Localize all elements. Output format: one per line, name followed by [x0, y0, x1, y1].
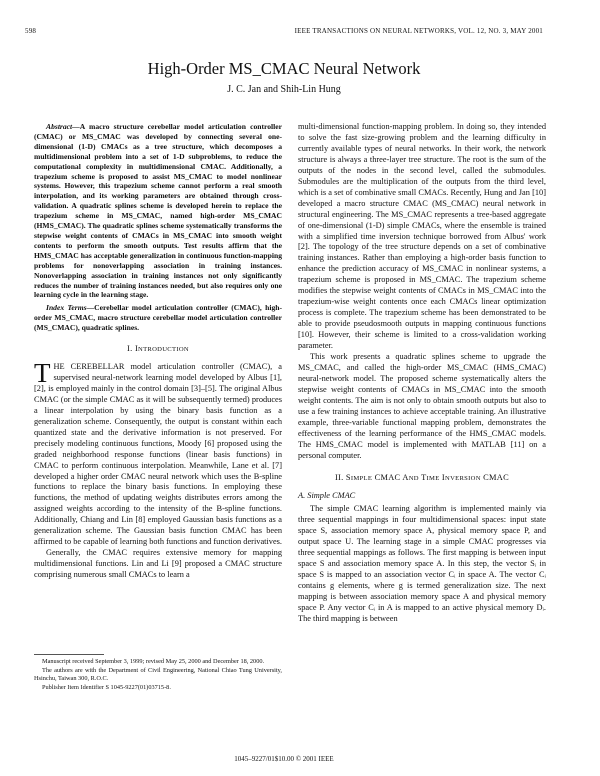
footnote-pii: Publisher Item Identifier S 1045-9227(01)03715-8.: [42, 683, 171, 691]
left-column: [34, 122, 282, 650]
paper-authors: J. C. Jan and Shih-Lin Hung: [227, 84, 341, 95]
intro-paragraph-2: Generally, the CMAC requires extensive memory for mapping multidimensional functions. Lin and Li [9] proposed a CMAC structure comprising numerous small CMACs to learn a: [34, 548, 282, 580]
simple-cmac-paragraph: The simple CMAC learning algorithm is implemented mainly via three sequential mappings in four multidimensional spaces: input state space S, association memory space A, physical memory space P, and output space U. The learning stage in a simple CMAC progresses via three sequential mappings as follows. The first mapping is between input space S and association memory space A. In this step, the vector Sᵢ in space S is mapped to an association vector Cᵢ in space A. The vector Cᵢ contains g elements, where g is termed generalization size. The next mapping is between association memory space A and physical memory space P. Any vector Cᵢ in A is mapped to an active physical memory Dᵢ. The third mapping is between: [298, 504, 546, 623]
footnotes: [34, 654, 282, 692]
paper-title: High-Order MS_CMAC Neural Network: [147, 59, 421, 78]
abstract-text: A macro structure cerebellar model articulation controller (CMAC) or MS_CMAC was developed by connecting several one-dimensional (1-D) CMACs as a tree structure, which decomposes a multidimensional problem into a set of 1-D subproblems, to reduce the computational complexity in multidimensional CMAC. Additionally, a trapezium scheme is proposed to assist MS_CMAC to model nonlinear systems. However, this trapezium scheme cannot perform a real smooth interpolation, and its working parameters are obtained through cross-validation. A quadratic splines scheme is developed herein to replace the trapezium scheme in MS_CMAC, named high-order MS_CMAC (HMS_CMAC). The quadratic splines scheme systematically transforms the stepwise weight contents of CMACs in MS_CMAC into smooth weight contents to perform the smooth outputs. Test results affirm that the HMS_CMAC has acceptable generalization in continuous function-mapping problems for nonoverlapping association in training instances. Nonoverlapping association in training instances not only significantly reduces the number of training instances needed, but also requires only one learning cycle in the learning stage.: [34, 122, 282, 300]
index-terms-label: Index Terms—: [46, 303, 95, 313]
intro-paragraph-1: THE CEREBELLAR model articulation controller (CMAC), a supervised neural-network learning model developed by Albus [1], [2], is employed mainly in the control domain [3]–[5]. The original Albus CMAC (or the simple CMAC as it will be subsequently termed) produces a linear interpolation by using the binary basis function as a generalization scheme. Consequently, the output is constant within each quantized state and the derivative information is not preserved. For precisely modeling continuous functions, Moody [6] proposed using the graded neighborhood response functions (linear basis functions) in CMAC to perform continuous interpolation. Meanwhile, Lane et al. [7] developed a higher order CMAC neural network which uses the B-spline functions to replace the binary basis functions. In employing these functions, the method of updating weights distributes errors among the assigned weights according to the intensity of the B-spline functions. Additionally, Chiang and Lin [8] employed Gaussian basis functions as a generalization scheme. The Gaussian basis function CMAC has been affirmed to be capable of learning both functions and function derivatives.: [34, 357, 282, 547]
abstract-label: Abstract—: [46, 122, 80, 131]
section-heading-simple-cmac: II. SIMPLE CMAC AND TIME INVERSION CMAC: [334, 472, 510, 482]
index-terms-text: Cerebellar model articulation controller (CMAC), high-order MS_CMAC, macro structure cerebellar model articulation controller (MS_CMAC), quadratic splines.: [34, 303, 282, 333]
footnote-received: Manuscript received September 3, 1999; revised May 25, 2000 and December 18, 2000.: [42, 658, 265, 665]
footnote-rule: [34, 654, 104, 655]
drop-cap: T: [34, 357, 51, 388]
copyright-footer: 1045–9227/01$10.00 © 2001 IEEE: [234, 755, 334, 763]
right-column: [298, 122, 546, 742]
page-number: 598: [25, 27, 37, 35]
abstract: [34, 122, 282, 300]
index-terms: [34, 303, 282, 333]
subsection-heading: A. Simple CMAC: [298, 490, 356, 500]
journal-header: IEEE TRANSACTIONS ON NEURAL NETWORKS, VOL. 12, NO. 3, MAY 2001: [294, 27, 543, 35]
section-heading-introduction: I. INTRODUCTION: [127, 344, 189, 354]
intro-paragraph-2-continued: multi-dimensional function-mapping problem. In doing so, they intended to solve the fast size-growing problem and the learning difficulty in currently available types of neural networks. In their work, the network structure is always a three-layer tree structure. The root is the sum of the outputs of the nodes in the second level, called the submodules. Submodules are the multiplication of the outputs from the third level, which is a set of combinative small CMACs. Recently, Hung and Jan [10] developed a macro structure CMAC (MS_CMAC) neural network in structural engineering. The MS_CMAC represents a tree-based aggregate of one-dimensional (1-D) simple CMACs, where the ensemble is trained with a simplified time inversion technique borrowed from Albus' work [2]. The topology of the tree structure depends on a set of combinative training instances. Rather than employing a high-order basis function to enhance the prediction accuracy of MS_CMAC in nonlinear systems, a trapezium scheme is proposed in MS_CMAC. The trapezium scheme modifies the stepwise weight contents of CMACs in MS_CMAC into the trapezium-wise weight contents once each CMACs linear optimization process is complete. The trapezium scheme has been demonstrated to be able to provide pseudosmooth outputs in mapping continuous functions [10]. However, their scheme is limited to a cross-validation working parameter.: [298, 122, 546, 351]
running-header: [25, 27, 543, 39]
intro-paragraph-3: This work presents a quadratic splines scheme to upgrade the MS_CMAC, and called the high-order MS_CMAC (HMS_CMAC) neural-network model. The proposed scheme systematically alters the stepwise weight contents of CMACs in MS_CMAC into the smooth weight contents. The aim is not only to obtain smooth outputs but also to use a few training instances to achieve acceptable training. An illustrative example, three-variable functional mapping problem, demonstrates the effectiveness of the learning performance of the HMS_CMAC models. The HMS_CMAC model is implemented with MATLAB [11] on a personal computer.: [298, 352, 546, 460]
footnote-affiliation: The authors are with the Department of Civil Engineering, National Chiao Tung University, Hsinchu, Taiwan 300, R.O.C.: [34, 666, 282, 682]
